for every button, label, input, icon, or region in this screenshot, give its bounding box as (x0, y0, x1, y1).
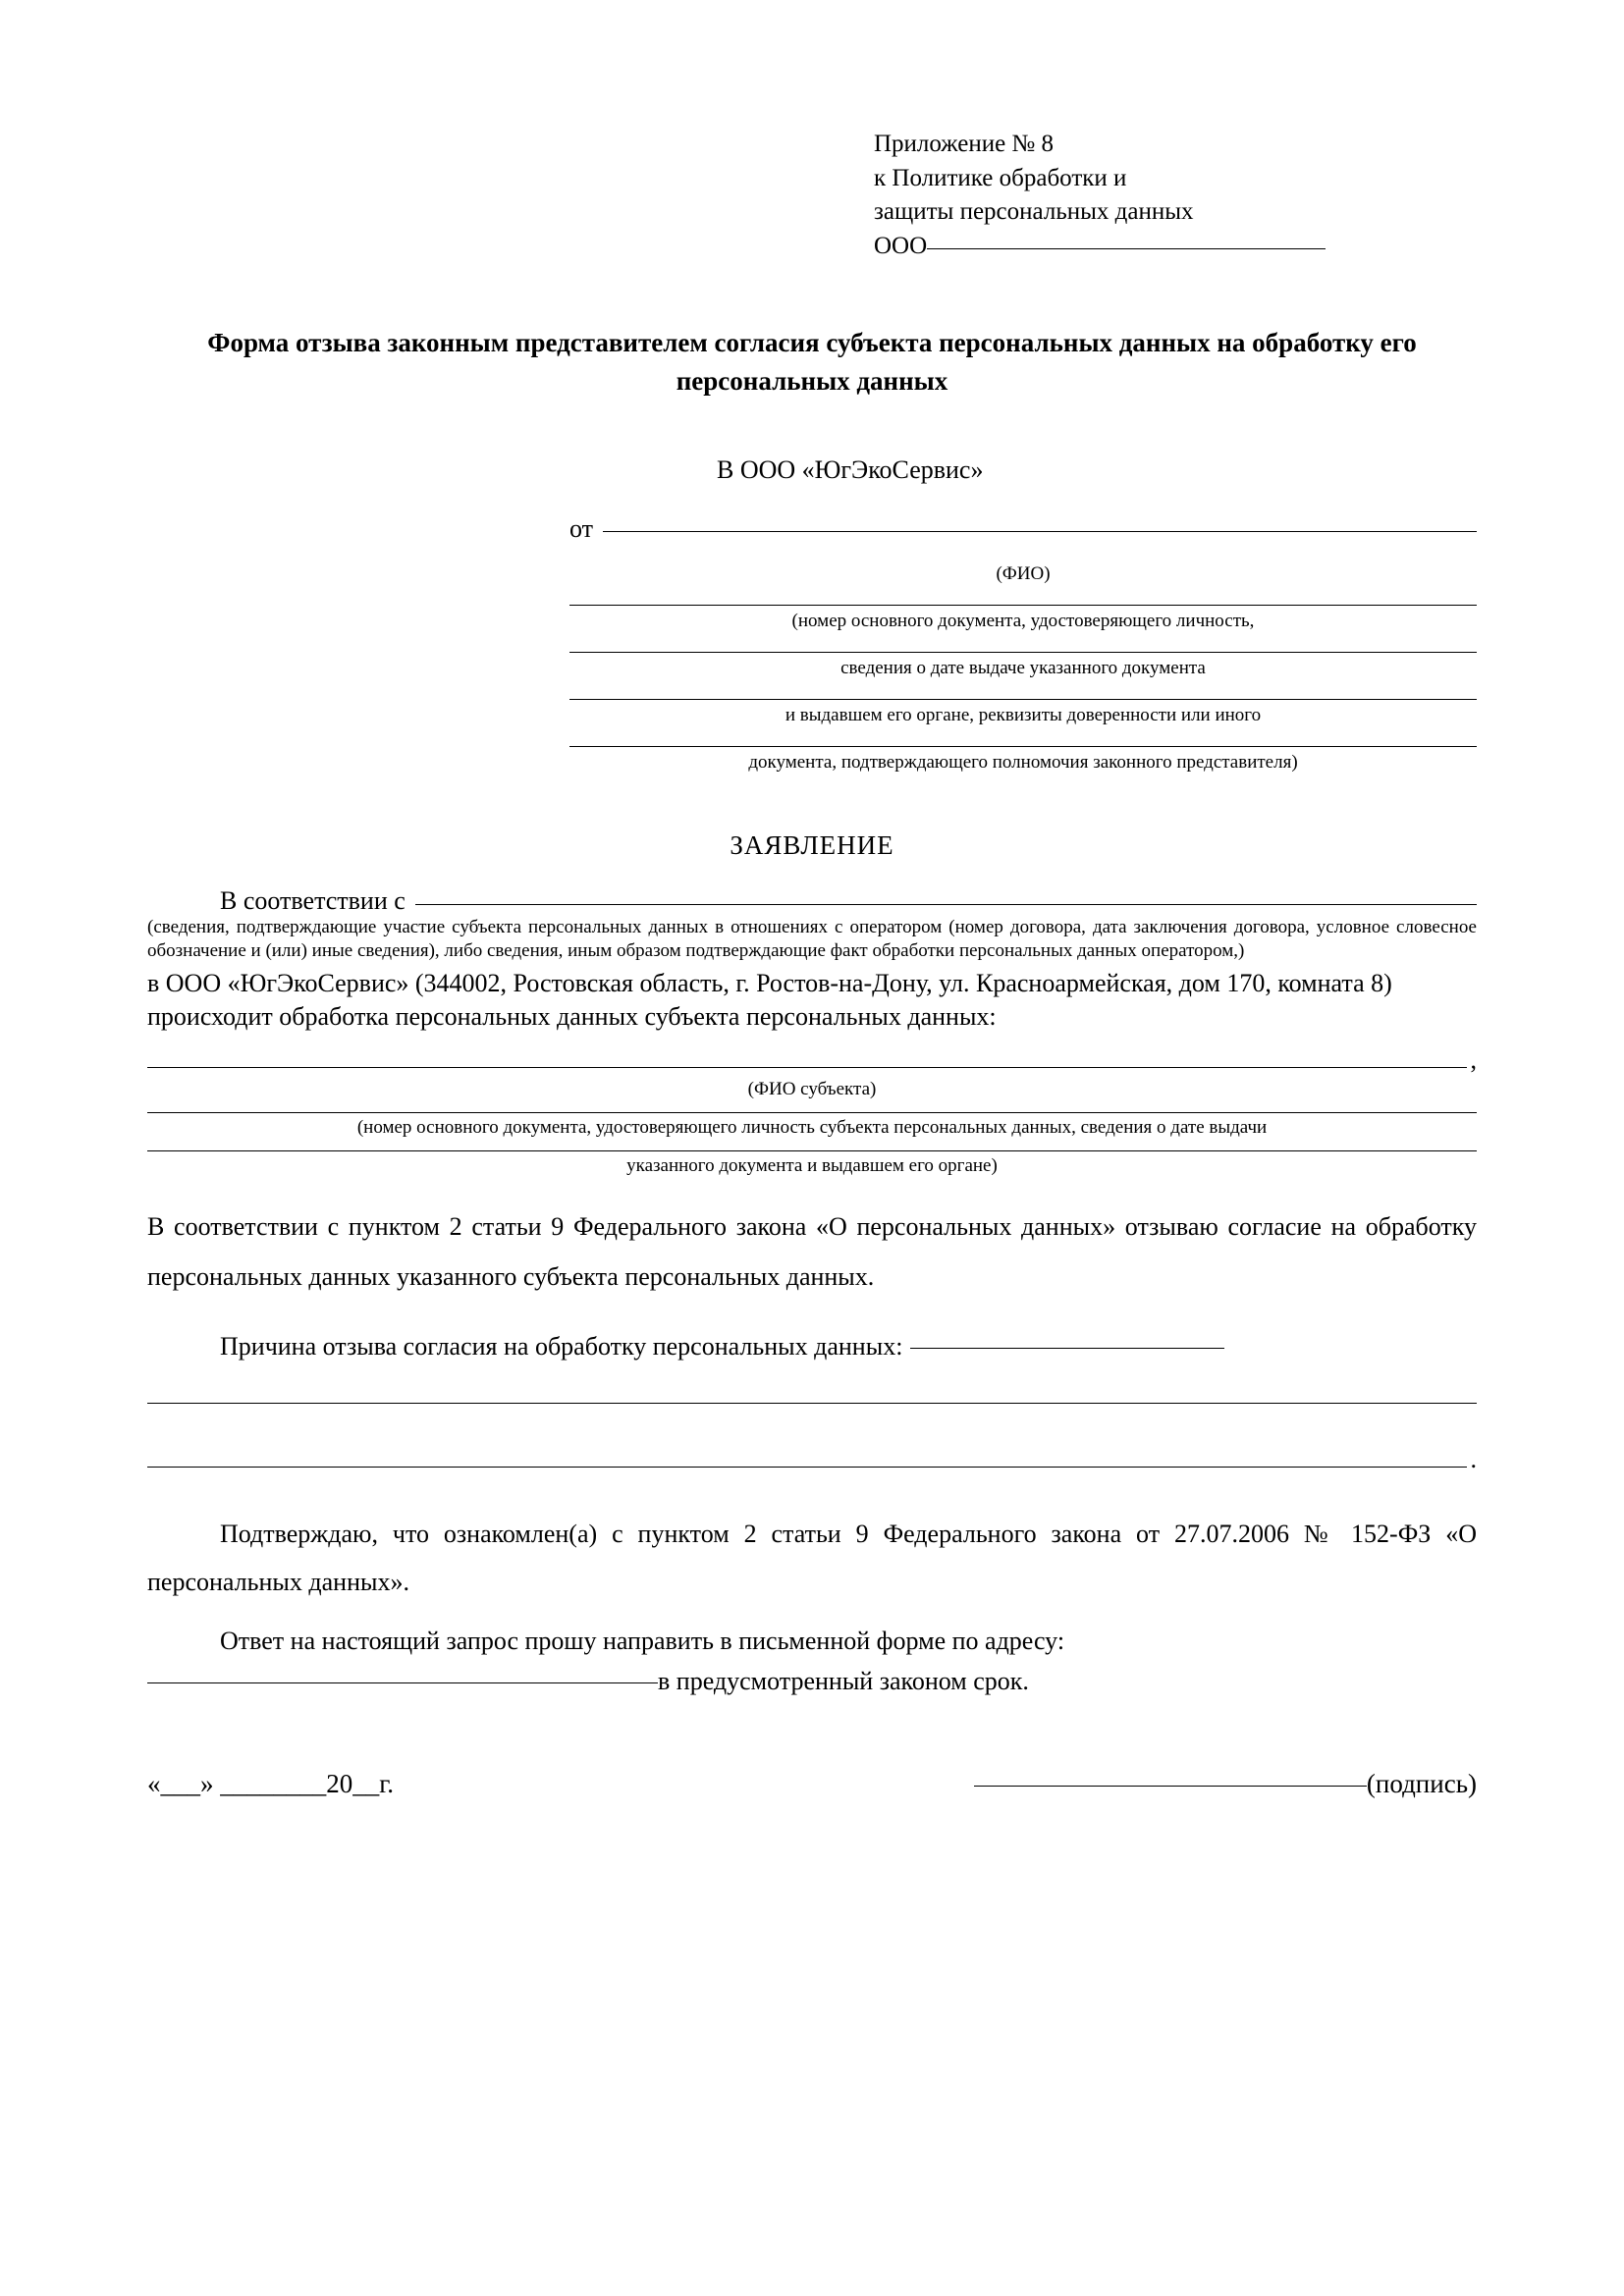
reason-label: Причина отзыва согласия на обработку персональных данных: (220, 1331, 903, 1361)
answer-address-blank[interactable] (147, 1682, 658, 1683)
appendix-org-blank (927, 248, 1326, 249)
applicant-doc-blank-1[interactable] (569, 605, 1477, 606)
reason-blank-3[interactable] (147, 1467, 1467, 1468)
appendix-header (874, 128, 1326, 263)
applicant-doc-caption-2: сведения о дате выдаче указанного документа (840, 658, 1206, 679)
from-blank[interactable] (603, 531, 1477, 532)
reason-blank-2[interactable] (147, 1403, 1477, 1404)
subject-doc-blank-2[interactable] (147, 1150, 1477, 1151)
applicant-doc-blank-2[interactable] (569, 652, 1477, 653)
subject-doc-blank-1[interactable] (147, 1112, 1477, 1113)
applicant-doc-blank-3[interactable] (569, 699, 1477, 700)
signature-block (974, 1769, 1477, 1799)
signature-row (147, 1769, 1477, 1799)
appendix-ref-line-2: защиты персональных данных (874, 198, 1194, 225)
intro-row (147, 886, 1477, 916)
subject-name-line (147, 1045, 1477, 1075)
addressee-line: В ООО «ЮгЭкоСервис» (717, 455, 984, 485)
subject-name-caption: (ФИО субъекта) (747, 1079, 877, 1100)
document-title: Форма отзыва законным представителем согласия субъекта персональных данных на обработку его персональных данных (207, 328, 1417, 397)
answer-paragraph: Ответ на настоящий запрос прошу направить в письменной форме по адресу: (220, 1626, 1065, 1655)
date-line[interactable]: «___» ________20__г. (147, 1768, 395, 1798)
subject-name-blank[interactable] (147, 1067, 1467, 1068)
from-row (569, 514, 1477, 544)
applicant-doc-blank-4[interactable] (569, 746, 1477, 747)
appendix-org-label: ООО (874, 232, 928, 259)
from-caption: (ФИО) (996, 563, 1051, 585)
statement-heading: ЗАЯВЛЕНИЕ (730, 830, 894, 861)
reason-line-3 (147, 1445, 1477, 1474)
applicant-doc-row-3 (569, 699, 1477, 726)
answer-tail: в предусмотренный законом срок. (658, 1666, 1029, 1695)
subject-doc-row-2 (147, 1150, 1477, 1177)
confirm-paragraph: Подтверждаю, что ознакомлен(а) с пунктом 2 статьи 9 Федерального закона от 27.07.2006 № 152-ФЗ «О персональных данных». (147, 1519, 1477, 1597)
applicant-doc-row-4 (569, 746, 1477, 774)
signature-caption: (подпись) (1366, 1768, 1477, 1798)
applicant-doc-caption-1: (номер основного документа, удостоверяющего личность, (791, 611, 1255, 632)
answer-address-row (147, 1667, 1477, 1696)
applicant-doc-caption-3: и выдавшем его органе, реквизиты доверенности или иного (785, 705, 1262, 726)
subject-doc-row-1 (147, 1112, 1477, 1139)
intro-lead: В соответствии с (220, 886, 406, 916)
document-body (147, 128, 1477, 1799)
law-paragraph: В соответствии с пунктом 2 статьи 9 Федерального закона «О персональных данных» отзываю согласие на обработку персональных данных указанного субъекта персональных данных. (147, 1212, 1477, 1292)
appendix-org-line (874, 230, 1326, 264)
from-label: от (569, 514, 594, 544)
intro-note: (сведения, подтверждающие участие субъекта персональных данных в отношениях с оператором (номер договора, дата заключения договора, условное словесное обозначение и (или) иные сведения), либо сведения, иным образом подтверждающие факт обработки персональных данных оператором,) (147, 917, 1477, 962)
reason-line-2 (147, 1403, 1477, 1404)
reason-blank-1[interactable] (910, 1348, 1224, 1349)
subject-doc-caption-1: (номер основного документа, удостоверяющего личность субъекта персональных данных, сведения о дате выдачи (356, 1117, 1268, 1139)
appendix-ref-line-1: к Политике обработки и (874, 164, 1127, 191)
applicant-doc-caption-4: документа, подтверждающего полномочия законного представителя) (748, 752, 1298, 774)
signature-blank[interactable] (974, 1786, 1367, 1787)
from-caption-row (569, 563, 1477, 585)
appendix-number: Приложение № 8 (874, 131, 1055, 157)
applicant-doc-row-2 (569, 652, 1477, 679)
subject-name-comma: , (1470, 1045, 1477, 1075)
reason-period: . (1470, 1444, 1477, 1473)
org-paragraph: в ООО «ЮгЭкоСервис» (344002, Ростовская область, г. Ростов-на-Дону, ул. Красноармейская, дом 170, комната 8) происходит обработка персональных данных субъекта персональных данных: (147, 968, 1392, 1032)
intro-blank[interactable] (415, 904, 1477, 905)
subject-name-row (147, 1045, 1477, 1100)
reason-row (147, 1332, 1477, 1362)
subject-doc-caption-2: указанного документа и выдавшем его органе) (626, 1155, 998, 1177)
applicant-doc-row-1 (569, 605, 1477, 632)
